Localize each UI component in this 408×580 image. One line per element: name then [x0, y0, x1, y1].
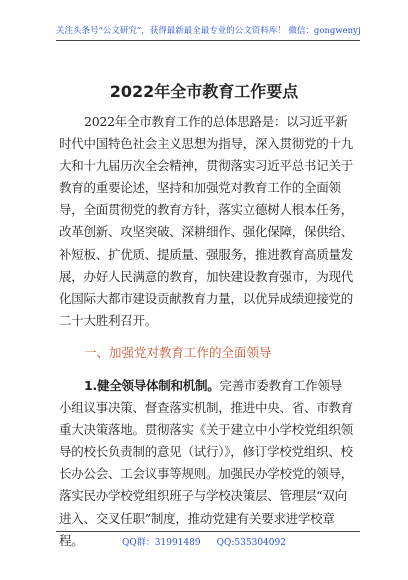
item-lead: 1.健全领导体制和机制。	[84, 378, 220, 393]
item-text: 完善市委教育工作领导小组议事决策、督查落实机制，推进中央、省、市教育重大决策落地。贯彻落实《关于建立中小学校党组织领导的校长负责制的意见（试行）》，修订学校党组织、校长办公会、工会议事等规则。加强民办学校党的领导，落实民办学校党组织班子与学校决策层、管理层“双向进入、交叉任职”制度，推动党建有关要求进学校章程。	[59, 378, 354, 548]
item-paragraph	[59, 375, 353, 552]
document-title: 2022年全市教育工作要点	[109, 82, 299, 101]
section-heading: 一、加强党对教育工作的全面领导	[84, 345, 272, 360]
footer	[0, 535, 408, 548]
header-divider	[56, 40, 360, 41]
footer-qq: QQ:535304092	[216, 538, 286, 548]
footer-divider	[56, 531, 360, 532]
intro-paragraph: 2022年全市教育工作的总体思路是：以习近平新时代中国特色社会主义思想为指导，深入贯彻党的十九大和十九届历次全会精神，贯彻落实习近平总书记关于教育的重要论述，坚持和加强党对教育工作的全面领导，全面贯彻党的教育方针，落实立德树人根本任务，改革创新、攻坚突破、深耕细作、强化保障，保供给、补短板、扩优质、提质量、强服务，推进教育高质量发展，办好人民满意的教育，加快建设教育强市，为现代化国际大都市建设贡献教育力量，以优异成绩迎接党的二十大胜利召开。	[59, 114, 354, 328]
footer-qq-group: QQ群：31991489	[122, 538, 201, 548]
header-banner: 关注头条号“公文研究”，获得最新最全最专业的公文资料库！ 微信：gongwenyj	[56, 26, 361, 36]
